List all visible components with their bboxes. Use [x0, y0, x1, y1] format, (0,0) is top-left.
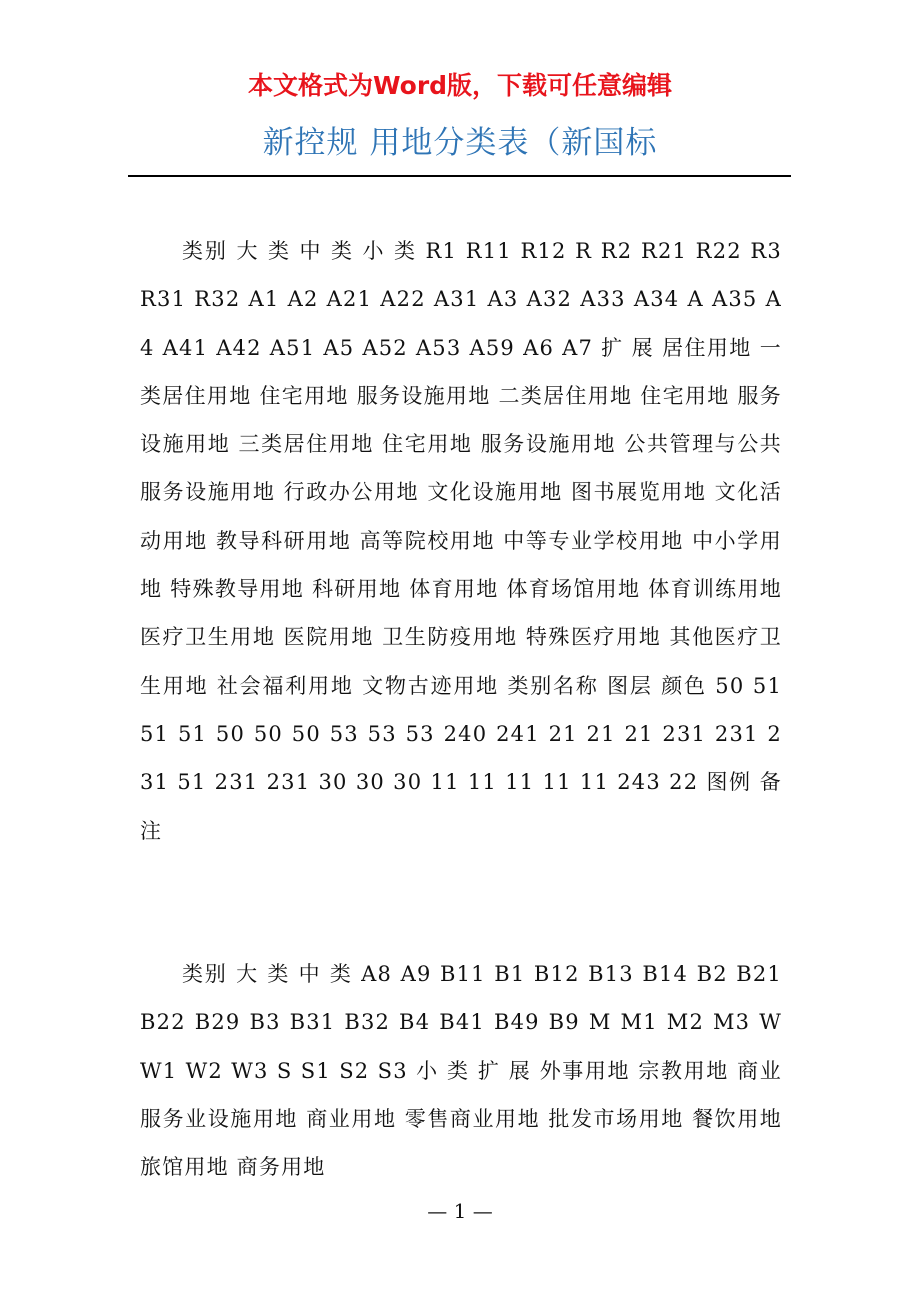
download-notice: 本文格式为Word版，下载可任意编辑	[247, 71, 673, 100]
body-paragraph: 类别 大 类 中 类 小 类 R1 R11 R12 R R2 R21 R22 R3 R31 R32 A1 A2 A21 A22 A31 A3 A32 A33 A34 A A35 A4 A41 A42 A51 A5 A52 A53 A59 A6 A7 扩 展 居住用地 一类居住用地 住宅用地 服务设施用地 二类居住用地 住宅用地 服务设施用地 三类居住用地 住宅用地 服务设施用地 公共管理与公共服务设施用地 行政办公用地 文化设施用地 图书展览用地 文化活动用地 教导科研用地 高等院校用地 中等专业学校用地 中小学用地 特殊教导用地 科研用地 体育用地 体育场馆用地 体育训练用地 医疗卫生用地 医院用地 卫生防疫用地 特殊医疗用地 其他医疗卫生用地 社会福利用地 文物古迹用地 类别名称 图层 颜色 50 51 51 51 50 50 50 53 53 53 240 241 21 21 21 231 231 231 51 231 231 30 30 30 11 11 11 11 11 243 22 图例 备注	[140, 239, 782, 843]
document-title: 新控规 用地分类表（新国标	[262, 125, 658, 161]
page-number: — 1 —	[427, 1199, 493, 1223]
title-divider	[128, 175, 791, 177]
body-paragraph: 类别 大 类 中 类 A8 A9 B11 B1 B12 B13 B14 B2 B21 B22 B29 B3 B31 B32 B4 B41 B49 B9 M M1 M2 M3 W W1 W2 W3 S S1 S2 S3 小 类 扩 展 外事用地 宗教用地 商业服务业设施用地 商业用地 零售商业用地 批发市场用地 餐饮用地 旅馆用地 商务用地	[140, 962, 782, 1180]
